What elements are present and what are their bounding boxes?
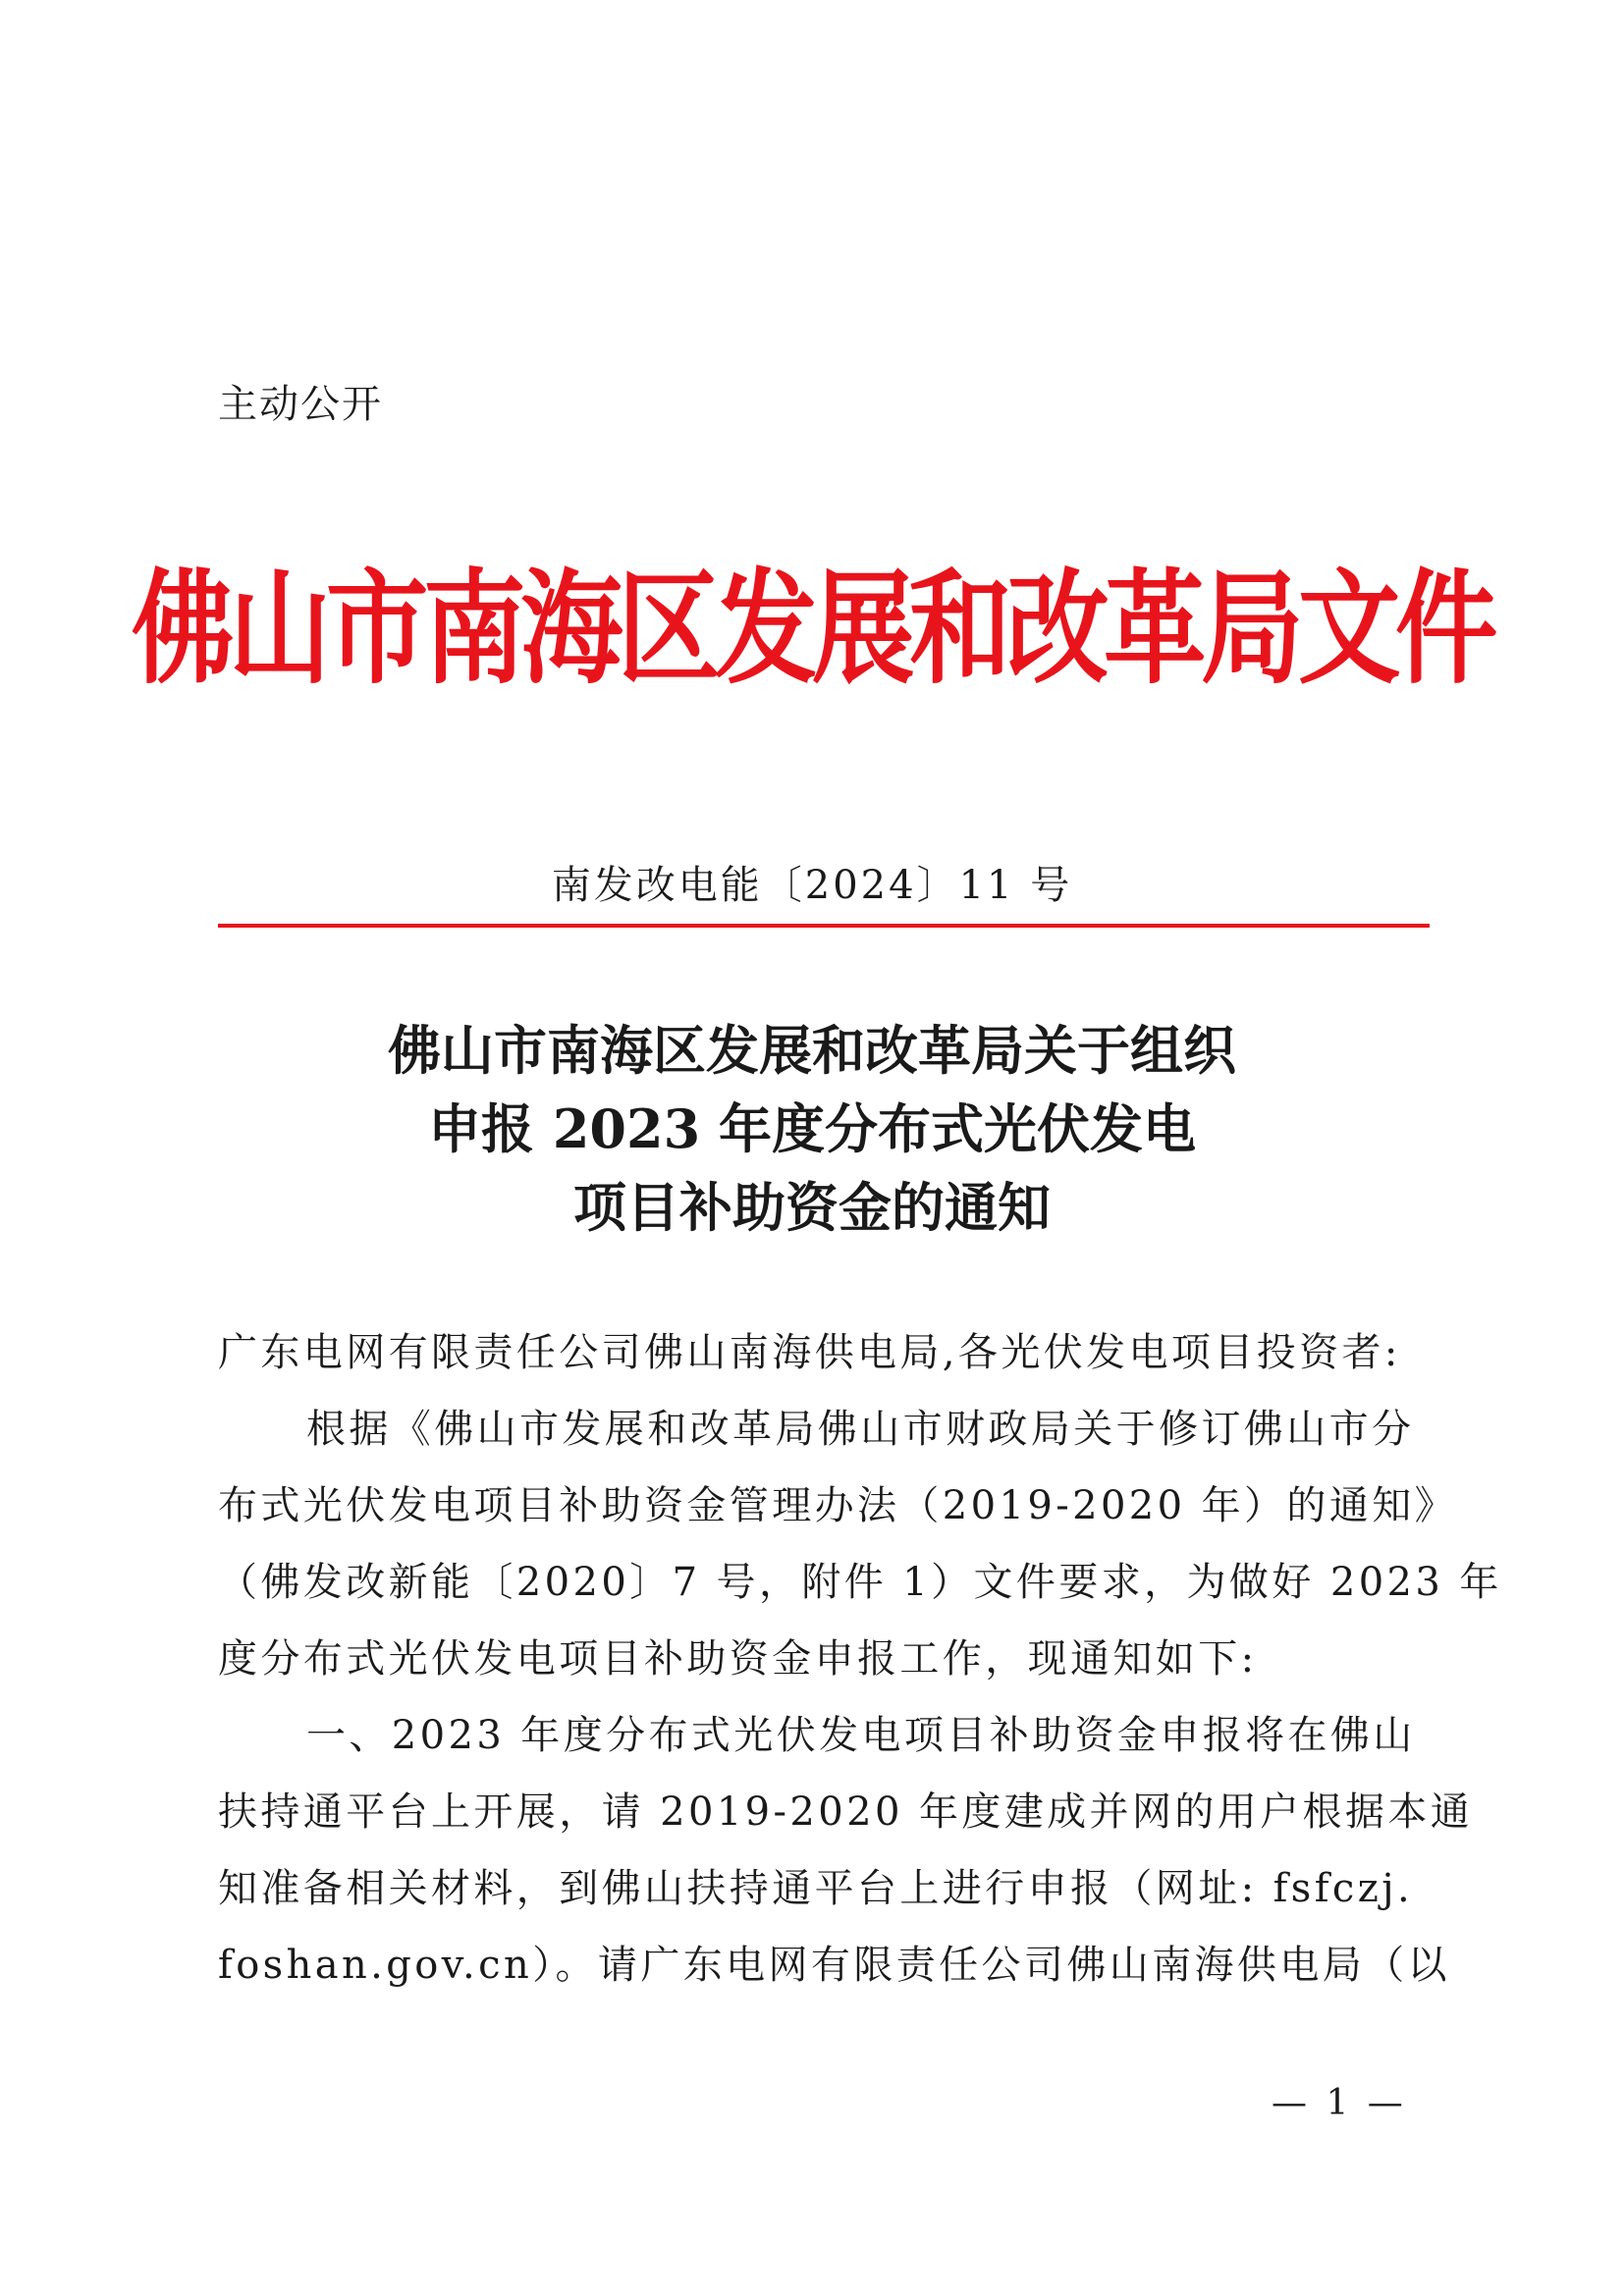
body-line: 一、2023 年度分布式光伏发电项目补助资金申报将在佛山 (306, 1713, 1416, 1758)
title-line-1: 佛山市南海区发展和改革局关于组织 (388, 1019, 1236, 1082)
body-line: 根据《佛山市发展和改革局佛山市财政局关于修订佛山市分 (306, 1407, 1415, 1452)
body-line: 知准备相关材料，到佛山扶持通平台上进行申报（网址: fsfczj. (218, 1866, 1414, 1911)
body-line: 布式光伏发电项目补助资金管理办法（2019-2020 年）的通知》 (218, 1483, 1458, 1528)
body-line: foshan.gov.cn）。请广东电网有限责任公司佛山南海供电局（以 (218, 1943, 1450, 1988)
red-divider (218, 924, 1430, 928)
title-line-2: 申报 2023 年度分布式光伏发电 (428, 1097, 1196, 1160)
disclosure-label: 主动公开 (218, 382, 383, 427)
body-line: （佛发改新能〔2020〕7 号，附件 1）文件要求，为做好 2023 年 (218, 1560, 1502, 1605)
addressee-line: 广东电网有限责任公司佛山南海供电局,各光伏发电项目投资者: (218, 1330, 1401, 1375)
body-line: 度分布式光伏发电项目补助资金申报工作，现通知如下: (218, 1636, 1258, 1682)
body-line: 扶持通平台上开展，请 2019-2020 年度建成并网的用户根据本通 (218, 1789, 1474, 1835)
document-number: 南发改电能〔2024〕11 号 (551, 863, 1073, 908)
document-title (0, 1011, 1624, 1247)
issuer-header: 佛山市南海区发展和改革局文件 (132, 557, 1493, 702)
page-number: — 1 — (1272, 2083, 1407, 2123)
title-line-3: 项目补助资金的通知 (573, 1176, 1051, 1239)
